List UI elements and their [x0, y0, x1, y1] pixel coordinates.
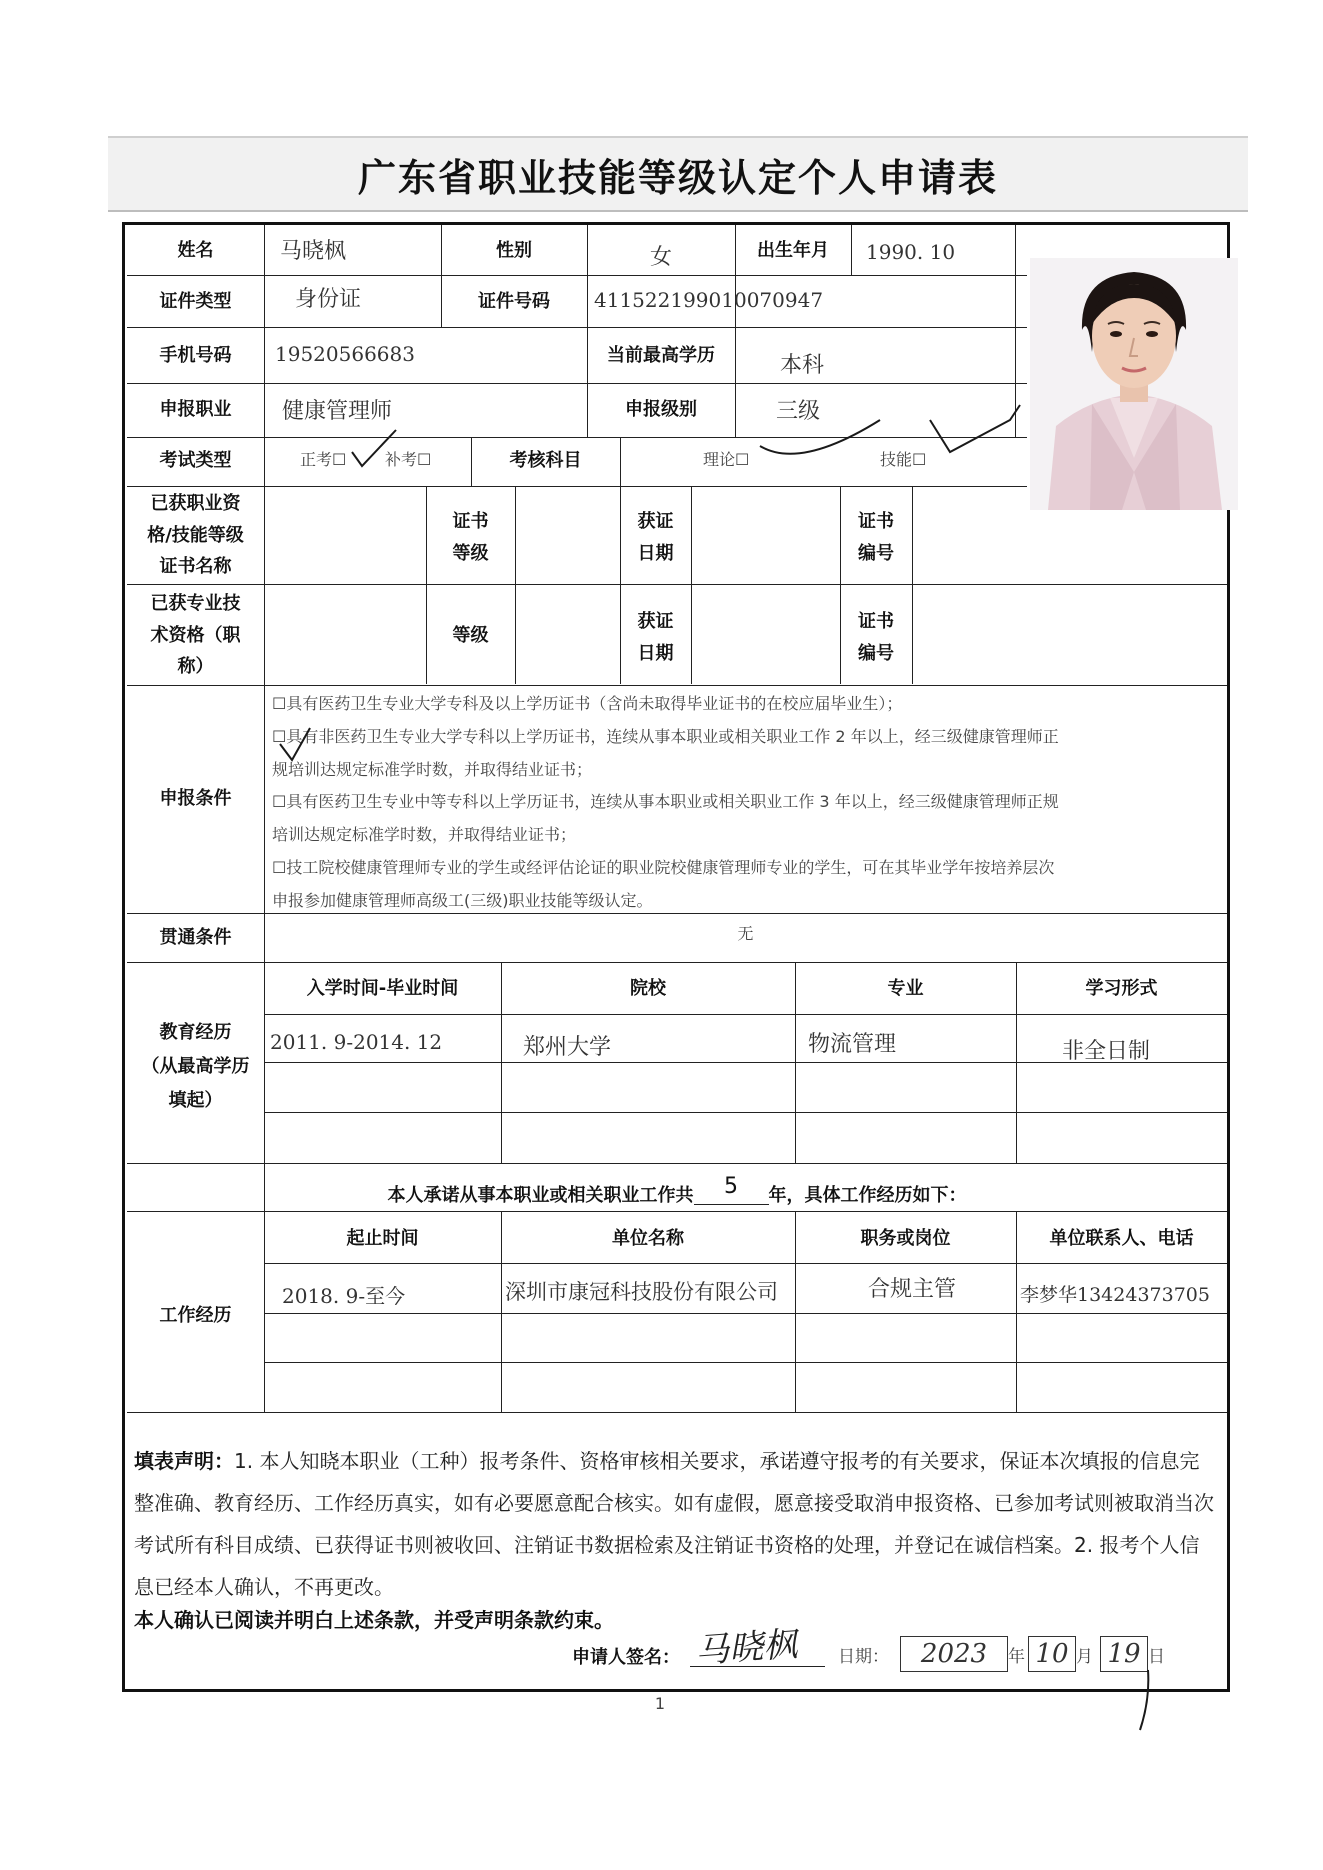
exam-option-makeup[interactable]: 补考☐ — [385, 450, 432, 469]
condition-4-cont: 申报参加健康管理师高级工(三级)职业技能等级认定。 — [272, 890, 653, 910]
label-through: 贯通条件 — [159, 927, 232, 948]
signature: 马晓枫 — [693, 1624, 799, 1672]
label-sign: 申请人签名： — [572, 1647, 680, 1668]
label-occupation: 申报职业 — [159, 399, 232, 420]
applicant-photo — [1030, 258, 1238, 510]
portrait-image — [1030, 258, 1238, 510]
condition-3[interactable]: ☐具有医药卫生专业中等专科以上学历证书，连续从事本职业或相关职业工作 3 年以上，经三级健康管理师正规 — [272, 792, 1059, 812]
label-title-no: 证书 编号 — [858, 611, 894, 665]
header-work-time: 起止时间 — [346, 1228, 419, 1249]
conditions-list — [272, 688, 1222, 918]
label-education-history: 教育经历 （从最高学历 填起） — [141, 1022, 250, 1112]
label-month: 月 — [1076, 1647, 1093, 1667]
value-name: 马晓枫 — [280, 239, 347, 264]
form-title: 广东省职业技能等级认定个人申请表 — [357, 155, 998, 200]
date-day: 19 — [1100, 1636, 1148, 1672]
label-level: 申报级别 — [625, 399, 697, 420]
label-title-date: 获证 日期 — [637, 611, 674, 665]
header-edu-school: 院校 — [630, 978, 666, 999]
value-education: 本科 — [780, 353, 825, 378]
label-birth: 出生年月 — [757, 240, 829, 261]
declaration-confirm: 本人确认已阅读并明白上述条款，并受声明条款约束。 — [134, 1608, 614, 1632]
declaration-lead: 填表声明： — [134, 1449, 234, 1473]
label-date: 日期： — [838, 1647, 889, 1667]
date-year: 2023 — [900, 1636, 1008, 1672]
label-pro-title: 已获专业技 术资格（职 称） — [150, 593, 241, 677]
edu-row-school: 郑州大学 — [523, 1035, 612, 1060]
label-id-type: 证件类型 — [159, 291, 232, 312]
condition-1[interactable]: ☐具有医药卫生专业大学专科及以上学历证书（含尚未取得毕业证书的在校应届毕业生）； — [272, 694, 903, 713]
work-row-unit: 深圳市康冠科技股份有限公司 — [505, 1280, 778, 1304]
label-work-history: 工作经历 — [159, 1305, 232, 1326]
label-cert-date: 获证 日期 — [637, 511, 674, 565]
value-level: 三级 — [776, 399, 821, 424]
label-cert-level: 证书 等级 — [452, 511, 489, 565]
label-exam-subject: 考核科目 — [509, 450, 582, 471]
header-edu-time: 入学时间-毕业时间 — [306, 978, 459, 999]
header-edu-form: 学习形式 — [1085, 978, 1158, 999]
work-pledge: 本人承诺从事本职业或相关职业工作共 5 年，具体工作经历如下： — [127, 1178, 1227, 1213]
value-phone: 19520566683 — [275, 342, 415, 366]
work-row-contact: 李梦华13424373705 — [1020, 1284, 1210, 1306]
label-exam-type: 考试类型 — [159, 450, 232, 471]
header-edu-major: 专业 — [887, 978, 924, 999]
value-id-no: 411522199010070947 — [594, 288, 824, 312]
work-row-post: 合规主管 — [868, 1277, 957, 1302]
work-row-time: 2018. 9-至今 — [282, 1284, 406, 1308]
value-occupation: 健康管理师 — [282, 399, 393, 424]
value-gender: 女 — [649, 245, 672, 270]
header-work-unit: 单位名称 — [612, 1228, 684, 1249]
subject-option-theory[interactable]: 理论☐ — [703, 450, 750, 469]
label-year: 年 — [1008, 1647, 1025, 1667]
label-gender: 性别 — [496, 240, 532, 261]
declaration-text: 1. 本人知晓本职业（工种）报考条件、资格审核相关要求，承诺遵守报考的有关要求，保证本次填报的信息完整准确、教育经历、工作经历真实，如有必要愿意配合核实。如有虚假，愿意接受取消申报资格、已参加考试则被取消当次考试所有科目成绩、已获得证书则被收回、注销证书数据检索及注销证书资格的处理，并登记在诚信档案。2. 报考个人信息已经本人确认，不再更改。 — [134, 1449, 1214, 1599]
condition-4[interactable]: ☐技工院校健康管理师专业的学生或经评估论证的职业院校健康管理师专业的学生，可在其毕业学年按培养层次 — [272, 857, 1055, 877]
value-id-type: 身份证 — [295, 287, 362, 312]
label-cert-no: 证书 编号 — [858, 511, 894, 565]
header-work-contact: 单位联系人、电话 — [1049, 1228, 1194, 1249]
condition-3-cont: 培训达规定标准学时数，并取得结业证书； — [272, 825, 577, 845]
declaration — [134, 1440, 1219, 1608]
page-number: 1 — [654, 1694, 666, 1713]
header-work-post: 职务或岗位 — [860, 1228, 951, 1249]
label-title-level: 等级 — [452, 625, 489, 646]
value-through: 无 — [737, 924, 754, 943]
label-phone: 手机号码 — [159, 345, 232, 366]
value-birth: 1990. 10 — [866, 240, 956, 264]
value-work-years: 5 — [694, 1170, 769, 1205]
label-cert-name: 已获职业资 格/技能等级 证书名称 — [147, 493, 244, 577]
subject-option-skill[interactable]: 技能☐ — [880, 450, 927, 469]
label-conditions: 申报条件 — [159, 788, 232, 809]
label-id-no: 证件号码 — [478, 291, 550, 312]
edu-row-form: 非全日制 — [1062, 1039, 1151, 1064]
label-day: 日 — [1148, 1647, 1165, 1667]
condition-2[interactable]: ☐具有非医药卫生专业大学专科以上学历证书，连续从事本职业或相关职业工作 2 年以上，经三级健康管理师正 — [272, 726, 1059, 746]
edu-row-time: 2011. 9-2014. 12 — [270, 1030, 443, 1054]
edu-row-major: 物流管理 — [808, 1032, 897, 1057]
exam-option-regular[interactable]: 正考☐ — [300, 450, 347, 469]
title-banner — [108, 136, 1248, 212]
label-education: 当前最高学历 — [607, 345, 715, 366]
date-month: 10 — [1028, 1636, 1076, 1672]
label-name: 姓名 — [177, 240, 214, 261]
condition-2-cont: 规培训达规定标准学时数，并取得结业证书； — [272, 759, 593, 779]
